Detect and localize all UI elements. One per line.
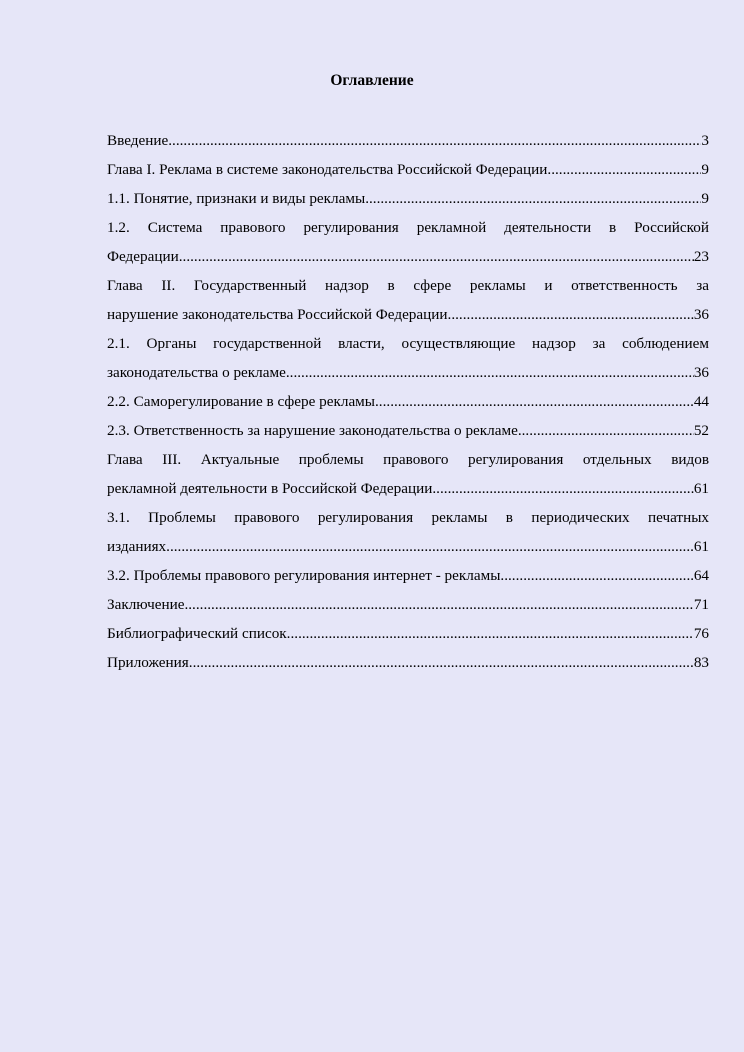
toc-entry-label: 2.2. Саморегулирование в сфере рекламы <box>107 393 375 410</box>
dot-leader <box>448 303 694 327</box>
dot-leader <box>189 651 694 675</box>
toc-entry-section-2-2[interactable] <box>107 390 709 414</box>
toc-page-number: 9 <box>701 190 709 207</box>
toc-entry-label: Приложения <box>107 654 189 671</box>
toc-entry-last-line <box>107 361 709 385</box>
toc-page-number: 36 <box>693 306 709 323</box>
toc-entry-section-3-2[interactable] <box>107 564 709 588</box>
dot-leader <box>166 535 694 559</box>
toc-entry-last-line <box>107 535 709 559</box>
toc-entry-first-line: 1.2. Система правового регулирования рекламной деятельности в Российской <box>107 219 709 236</box>
toc-entry-section-1-1[interactable] <box>107 187 709 211</box>
toc-entry-label: нарушение законодательства Российской Федерации <box>107 306 448 323</box>
toc-page-number: 83 <box>693 654 709 671</box>
table-of-contents <box>107 129 709 680</box>
toc-entry-last-line <box>107 477 709 501</box>
dot-leader <box>432 477 693 501</box>
toc-entry-label: 2.3. Ответственность за нарушение законодательства о рекламе <box>107 422 518 439</box>
toc-entry-label: Федерации <box>107 248 179 265</box>
toc-page-number: 61 <box>693 538 709 555</box>
toc-entry-last-line <box>107 303 709 327</box>
dot-leader <box>184 593 693 617</box>
dot-leader <box>365 187 701 211</box>
toc-page-number: 3 <box>701 132 709 149</box>
toc-entry-label: 3.2. Проблемы правового регулирования интернет - рекламы <box>107 567 501 584</box>
toc-page-number: 61 <box>693 480 709 497</box>
toc-entry-conclusion[interactable] <box>107 593 709 617</box>
toc-entry-label: Библиографический список <box>107 625 287 642</box>
dot-leader <box>286 361 694 385</box>
toc-page-number: 76 <box>693 625 709 642</box>
dot-leader <box>518 419 694 443</box>
toc-entry-section-1-2[interactable] <box>107 216 709 269</box>
toc-entry-chapter-1[interactable] <box>107 158 709 182</box>
dot-leader <box>168 129 701 153</box>
dot-leader <box>547 158 701 182</box>
toc-entry-appendices[interactable] <box>107 651 709 675</box>
toc-entry-section-2-1[interactable] <box>107 332 709 385</box>
toc-page-number: 71 <box>693 596 709 613</box>
dot-leader <box>179 245 694 269</box>
toc-entry-first-line: 3.1. Проблемы правового регулирования рекламы в периодических печатных <box>107 509 709 526</box>
toc-entry-label: Глава I. Реклама в системе законодательства Российской Федерации <box>107 161 548 178</box>
toc-entry-bibliography[interactable] <box>107 622 709 646</box>
toc-entry-label: Введение <box>107 132 169 149</box>
toc-entry-section-2-3[interactable] <box>107 419 709 443</box>
toc-entry-section-3-1[interactable] <box>107 506 709 559</box>
toc-entry-label: законодательства о рекламе <box>107 364 286 381</box>
toc-entry-first-line: 2.1. Органы государственной власти, осуществляющие надзор за соблюдением <box>107 335 709 352</box>
toc-entry-label: рекламной деятельности в Российской Федерации <box>107 480 433 497</box>
toc-entry-first-line: Глава III. Актуальные проблемы правового регулирования отдельных видов <box>107 451 709 468</box>
dot-leader <box>375 390 694 414</box>
toc-entry-last-line <box>107 245 709 269</box>
toc-entry-chapter-3[interactable] <box>107 448 709 501</box>
toc-page-number: 52 <box>693 422 709 439</box>
dot-leader <box>500 564 693 588</box>
toc-entry-label: Заключение <box>107 596 185 613</box>
toc-entry-chapter-2[interactable] <box>107 274 709 327</box>
dot-leader <box>287 622 694 646</box>
toc-page-number: 64 <box>693 567 709 584</box>
toc-entry-first-line: Глава II. Государственный надзор в сфере рекламы и ответственность за <box>107 277 709 294</box>
toc-page-number: 23 <box>693 248 709 265</box>
toc-page-number: 9 <box>701 161 709 178</box>
page-title: Оглавление <box>330 72 414 89</box>
toc-entry-label: изданиях <box>107 538 167 555</box>
toc-page-number: 36 <box>693 364 709 381</box>
toc-entry-introduction[interactable] <box>107 129 709 153</box>
toc-page-number: 44 <box>693 393 709 410</box>
toc-entry-label: 1.1. Понятие, признаки и виды рекламы <box>107 190 366 207</box>
